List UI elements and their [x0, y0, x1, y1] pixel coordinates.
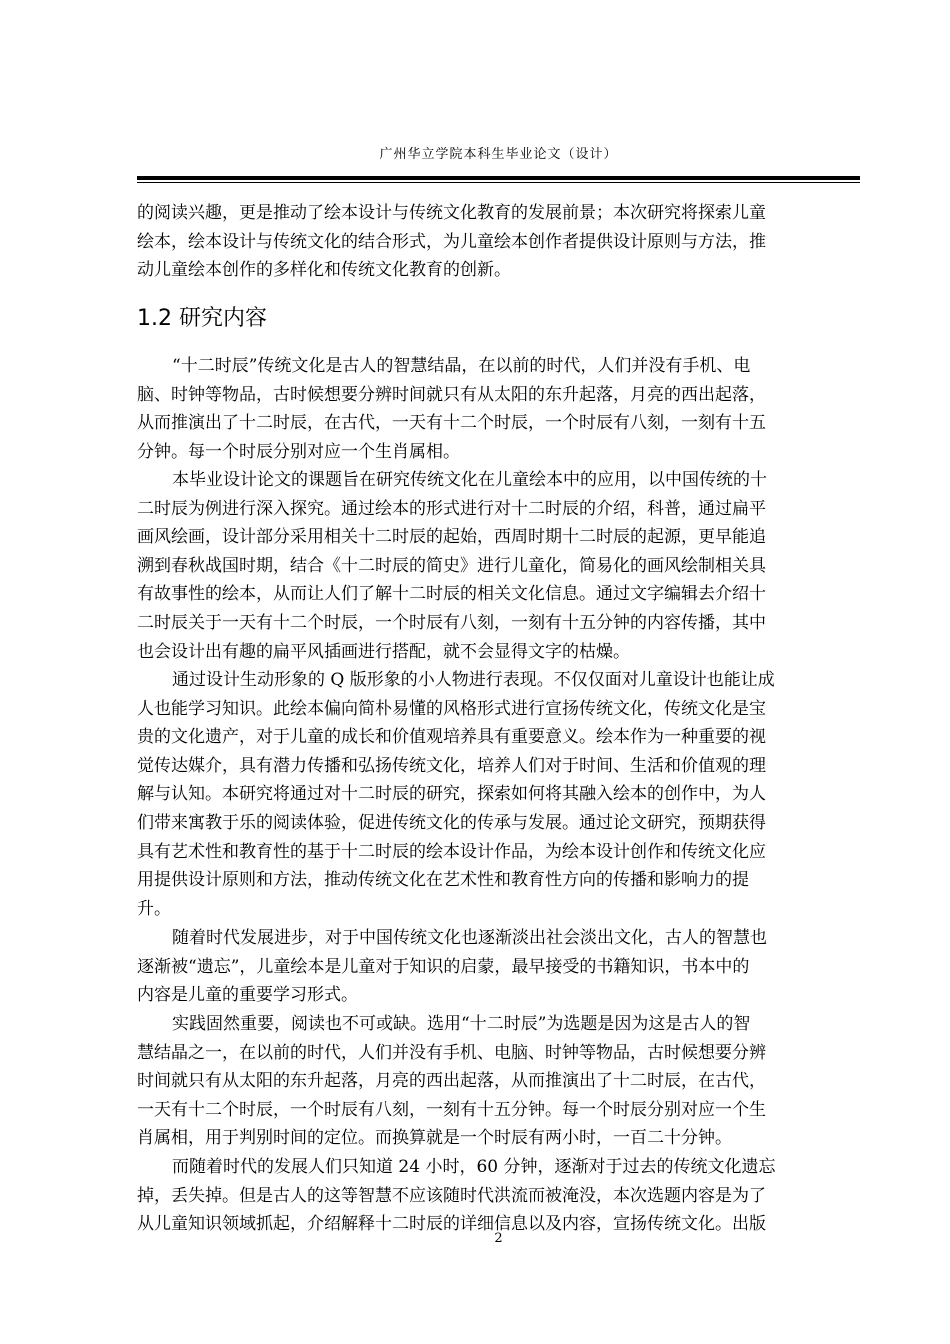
- text-line: 实践固然重要，阅读也不可或缺。选用“十二时辰”为选题是因为这是古人的智: [172, 1014, 751, 1034]
- text-line: 通过设计生动形象的 Q 版形象的小人物进行表现。不仅仅面对儿童设计也能让成: [172, 670, 775, 690]
- text-line: 二时辰为例进行深入探究。通过绘本的形式进行对十二时辰的介绍，科普，通过扁平: [137, 498, 766, 519]
- text-line: 分钟。每一个时辰分别对应一个生肖属相。: [137, 441, 460, 462]
- text-line: 用提供设计原则和方法，推动传统文化在艺术性和教育性方向的传播和影响力的提: [137, 870, 749, 891]
- text-line: 从而推演出了十二时辰，在古代，一天有十二个时辰，一个时辰有八刻，一刻有十五: [137, 413, 766, 434]
- text-line: 升。: [137, 898, 171, 919]
- header-rule-thick: [137, 176, 860, 180]
- text-line: 脑、时钟等物品，古时候想要分辨时间就只有从太阳的东升起落，月亮的西出起落，: [137, 384, 766, 405]
- paragraph-3: [137, 666, 860, 923]
- text-line: 动儿童绘本创作的多样化和传统文化教育的创新。: [137, 260, 511, 281]
- text-line: 们带来寓教于乐的阅读体验，促进传统文化的传承与发展。通过论文研究，预期获得: [137, 812, 766, 833]
- text-line: 时间就只有从太阳的东升起落，月亮的西出起落，从而推演出了十二时辰，在古代，: [137, 1071, 766, 1092]
- text-line: 二时辰关于一天有十二个时辰，一个时辰有八刻，一刻有十五分钟的内容传播，其中: [137, 612, 766, 633]
- text-line: 而随着时代的发展人们只知道 24 小时，60 分钟，逐渐对于过去的传统文化遗忘: [172, 1157, 776, 1177]
- text-line: 具有艺术性和教育性的基于十二时辰的绘本设计作品，为绘本设计创作和传统文化应: [137, 841, 766, 862]
- page-number: 2: [494, 1231, 503, 1246]
- header-title: 广州华立学院本科生毕业论文（设计）: [379, 147, 618, 162]
- text-line: 逐渐被“遗忘”，儿童绘本是儿童对于知识的启蒙，最早接受的书籍知识，书本中的: [137, 956, 750, 977]
- paragraph-6: [137, 1153, 860, 1239]
- header-rule-thin: [137, 182, 860, 183]
- text-line: 溯到春秋战国时期，结合《十二时辰的简史》进行儿童化，简易化的画风绘制相关具: [137, 555, 766, 576]
- text-line: “十二时辰”传统文化是古人的智慧结晶，在以前的时代，人们并没有手机、电: [172, 356, 751, 376]
- text-line: 有故事性的绘本，从而让人们了解十二时辰的相关文化信息。通过文字编辑去介绍十: [137, 584, 766, 605]
- continuation-paragraph: [137, 199, 860, 285]
- text-line: 掉，丢失掉。但是古人的这等智慧不应该随时代洪流而被淹没，本次选题内容是为了: [137, 1185, 766, 1206]
- text-line: 一天有十二个时辰，一个时辰有八刻，一刻有十五分钟。每一个时辰分别对应一个生: [137, 1099, 766, 1120]
- text-line: 也会设计出有趣的扁平风插画进行搭配，就不会显得文字的枯燥。: [137, 641, 630, 662]
- paragraph-4: [137, 924, 860, 1010]
- section-heading: 1.2 研究内容: [137, 306, 267, 331]
- text-line: 人也能学习知识。此绘本偏向简朴易懂的风格形式进行宣扬传统文化，传统文化是宝: [137, 698, 766, 719]
- text-line: 的阅读兴趣，更是推动了绘本设计与传统文化教育的发展前景；本次研究将探索儿童: [137, 203, 766, 223]
- text-line: 从儿童知识领域抓起，介绍解释十二时辰的详细信息以及内容，宣扬传统文化。出版: [137, 1214, 766, 1235]
- paragraph-2: [137, 466, 860, 666]
- text-line: 画风绘画，设计部分采用相关十二时辰的起始，西周时期十二时辰的起源，更早能追: [137, 527, 766, 548]
- text-line: 本毕业设计论文的课题旨在研究传统文化在儿童绘本中的应用，以中国传统的十: [172, 470, 767, 490]
- text-line: 肖属相，用于判别时间的定位。而换算就是一个时辰有两小时，一百二十分钟。: [137, 1128, 732, 1149]
- paragraph-1: [137, 352, 860, 466]
- text-line: 贵的文化遗产，对于儿童的成长和价值观培养具有重要意义。绘本作为一种重要的视: [137, 727, 766, 748]
- text-line: 觉传达媒介，具有潜力传播和弘扬传统文化，培养人们对于时间、生活和价值观的理: [137, 755, 766, 776]
- text-line: 解与认知。本研究将通过对十二时辰的研究，探索如何将其融入绘本的创作中，为人: [137, 784, 766, 805]
- paragraph-5: [137, 1010, 860, 1153]
- text-line: 随着时代发展进步，对于中国传统文化也逐渐淡出社会淡出文化，古人的智慧也: [172, 928, 767, 948]
- text-line: 慧结晶之一，在以前的时代，人们并没有手机、电脑、时钟等物品，古时候想要分辨: [137, 1042, 766, 1063]
- text-line: 绘本，绘本设计与传统文化的结合形式，为儿童绘本创作者提供设计原则与方法，推: [137, 231, 766, 252]
- text-line: 内容是儿童的重要学习形式。: [137, 985, 358, 1006]
